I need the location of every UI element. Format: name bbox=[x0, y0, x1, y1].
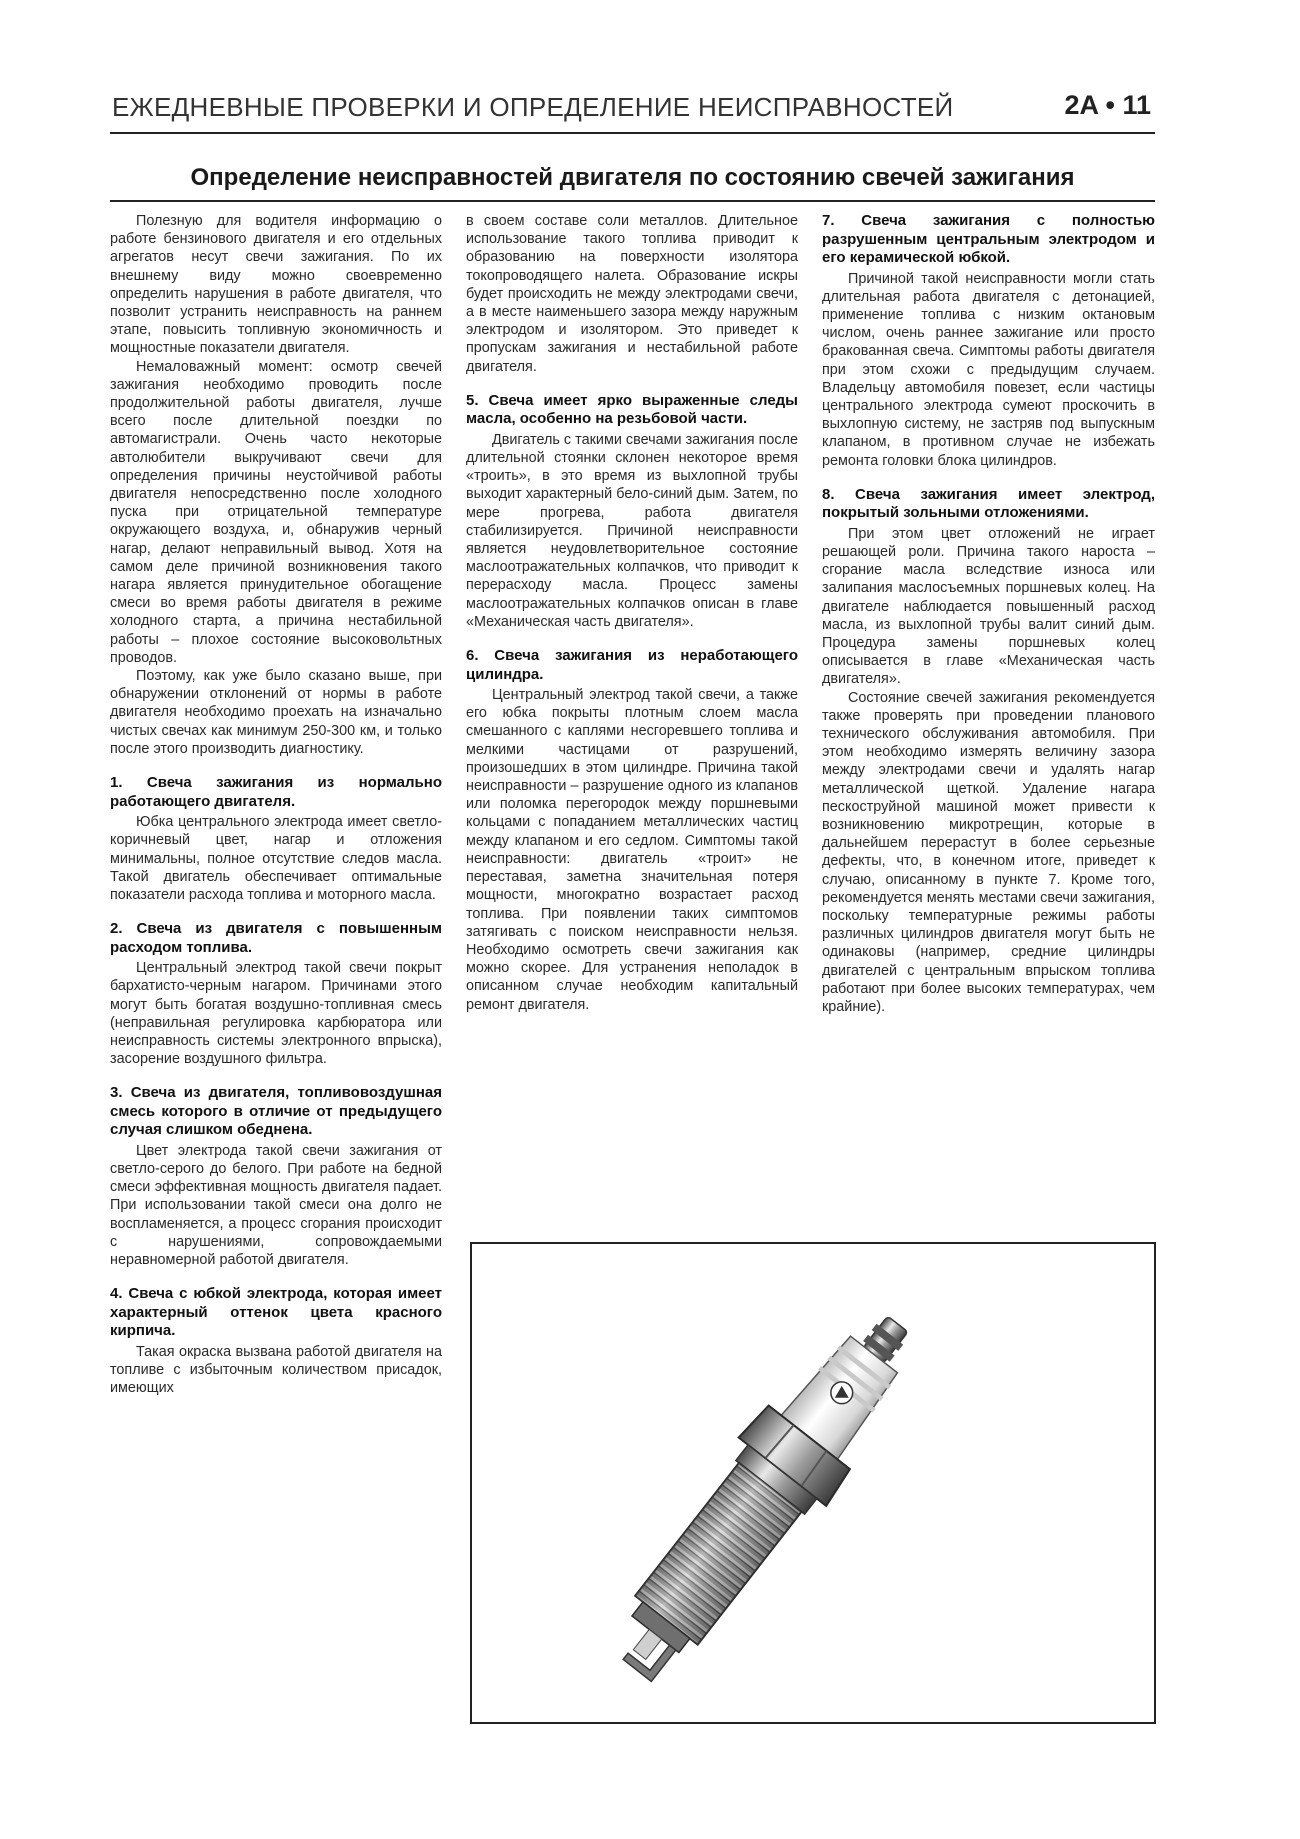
paragraph: Немаловажный момент: осмотр свечей зажигания необходимо проводить после продолжительной работы двигателя, лучше всего после длительной поездки по автомагистрали. Очень часто некоторые автолюбители выкручивают свечи для определения причины неустойчивой работы двигателя непосредственно после холодного пуска при отрицательной температуре окружающего воздуха, и, обнаружив черный нагар, делают неправильный вывод. Хотя на самом деле причиной возникновения такого нагара является принудительное обогащение смеси во время работы двигателя в режиме холодного старта, а причина нестабильной работы – плохое состояние высоковольтных проводов. bbox=[110, 358, 442, 666]
section-heading-1: 1. Свеча зажигания из нормально работающего двигателя. bbox=[110, 774, 442, 810]
section-heading-2: 2. Свеча из двигателя с повышенным расходом топлива. bbox=[110, 920, 442, 956]
section-text-2: Центральный электрод такой свечи покрыт бархатисто-черным нагаром. Причинами этого могут быть богатая воздушно-топливная смесь (неправильная регулировка карбюратора или неисправность системы электронного впрыска), засорение воздушного фильтра. bbox=[110, 960, 442, 1068]
section-text-7: Причиной такой неисправности могли стать длительная работа двигателя с детонацией, применение топлива с низким октановым числом, очень раннее зажигание или просто бракованная свеча. Симптомы работы двигателя при этом схожи с предыдущим случаем. Владельцу автомобиля повезет, если частицы центрального электрода сумеют проскочить в выхлопную систему, не застряв под выпускным клапаном, в противном случае не избежать ремонта головки блока цилиндров. bbox=[822, 270, 1155, 469]
page-title bbox=[110, 164, 1155, 202]
spark-plug-illustration bbox=[472, 1244, 1154, 1722]
section-heading-5: 5. Свеча имеет ярко выраженные следы масла, особенно на резьбовой части. bbox=[466, 391, 798, 428]
page-title-text: Определение неисправностей двигателя по состоянию свечей зажигания bbox=[190, 164, 1075, 191]
section-text-6: Центральный электрод такой свечи, а также его юбка покрыты плотным слоем масла смешанного с каплями несгоревшего топлива и мелкими частицами от разрушений, произошедших в этом цилиндре. Причина такой неисправности – разрушение одного из клапанов или поломка перегородок между поршневыми кольцами с попаданием металлических частиц между клапаном и его седлом. Симптомы такой неисправности: двигатель «троит» не переставая, заметна значительная потеря мощности, многократно возрастает расход топлива. При появлении таких симптомов затягивать с поиском неисправности нельзя. Необходимо осмотреть свечи зажигания как можно скорее. Для устранения неполадок в описанном случае необходим капитальный ремонт двигателя. bbox=[466, 687, 798, 1013]
section-heading-4: 4. Свеча с юбкой электрода, которая имеет характерный оттенок цвета красного кирпича. bbox=[110, 1285, 442, 1340]
section-text-8b: Состояние свечей зажигания рекомендуется также проверять при проведении планового технического обслуживания автомобиля. При этом необходимо измерять величину зазора между электродами свечи и удалять нагар металлической щеткой. Удаление нагара пескоструйной машиной может привести к возникновению микротрещин, которые в дальнейшем перерастут в более серьезные дефекты, что, в конечном итоге, приведет к случаю, описанному в пункте 7. Кроме того, рекомендуется менять местами свечи зажигания, поскольку температурные режимы работы различных цилиндров двигателя могут быть не одинаковы (например, средние цилиндры двигателей с центральным впрыском топлива работают при более высоких температурах, чем крайние). bbox=[822, 689, 1155, 1016]
section-text-4: Такая окраска вызвана работой двигателя на топливе с избыточным количеством присадок, имеющих bbox=[110, 1343, 442, 1397]
text-column-1 bbox=[110, 212, 442, 1397]
paragraph: Поэтому, как уже было сказано выше, при обнаружении отклонений от нормы в работе двигателя необходимо проехать на изначально чистых свечах как минимум 250-300 км, и только после этого производить диагностику. bbox=[110, 668, 442, 757]
section-text-3: Цвет электрода такой свечи зажигания от светло-серого до белого. При работе на бедной смеси эффективная мощность двигателя падает. При использовании такой смеси она долго не воспламеняется, а процесс сгорания происходит с нарушениями, сопровождаемыми неравномерной работой двигателя. bbox=[110, 1142, 442, 1269]
text-column-3 bbox=[822, 212, 1155, 1016]
intro-paragraph: Полезную для водителя информацию о работе бензинового двигателя и его отдельных агрегатов несут свечи зажигания. По их внешнему виду можно своевременно определить нарушения в работе двигателя, что позволит устранить неисправность на раннем этапе, повысить топливную экономичность и мощностные показатели двигателя. bbox=[110, 213, 442, 357]
section-text-4-continued: в своем составе соли металлов. Длительное использование такого топлива приводит к образованию на поверхности изолятора токопроводящего налета. Образование искры будет происходить не между электродами свечи, а в месте наименьшего зазора между наружным электродом и изолятором. Это приведет к пропускам зажигания и нестабильной работе двигателя. bbox=[466, 213, 798, 375]
page-header bbox=[110, 88, 1155, 134]
spark-plug-figure bbox=[470, 1242, 1156, 1724]
section-heading-6: 6. Свеча зажигания из неработающего цилиндра. bbox=[466, 647, 798, 683]
section-text-5: Двигатель с такими свечами зажигания после длительной стоянки склонен некоторое время «троить», в это время из выхлопной трубы выходит характерный бело-синий дым. Затем, по мере прогрева, работа двигателя стабилизируется. Причиной неисправности является неудовлетворительное состояние маслоотражательных колпачков, что приводит к перерасходу масла. Процесс замены маслоотражательных колпачков описан в главе «Механическая часть двигателя». bbox=[466, 431, 798, 630]
section-heading-3: 3. Свеча из двигателя, топливовоздушная смесь которого в отличие от предыдущего случая слишком обеднена. bbox=[110, 1084, 442, 1139]
section-text-8a: При этом цвет отложений не играет решающей роли. Причина такого нароста – сгорание масла вследствие износа или залипания маслосъемных поршневых колец. На двигателе наблюдается повышенный расход масла, из выхлопной трубы валит синий дым. Процедура замены поршневых колец описывается в главе «Механическая часть двигателя». bbox=[822, 525, 1155, 688]
page-number: 2A • 11 bbox=[1064, 90, 1151, 120]
text-column-2 bbox=[466, 212, 798, 1014]
running-head: ЕЖЕДНЕВНЫЕ ПРОВЕРКИ И ОПРЕДЕЛЕНИЕ НЕИСПРАВНОСТЕЙ bbox=[112, 92, 954, 122]
section-heading-8: 8. Свеча зажигания имеет электрод, покрытый зольными отложениями. bbox=[822, 485, 1155, 522]
section-text-1: Юбка центрального электрода имеет светло-коричневый цвет, нагар и отложения минимальны, полное отсутствие следов масла. Такой двигатель обеспечивает оптимальные показатели расхода топлива и моторного масла. bbox=[110, 814, 442, 903]
section-heading-7: 7. Свеча зажигания с полностью разрушенным центральным электродом и его керамической юбкой. bbox=[822, 212, 1155, 266]
